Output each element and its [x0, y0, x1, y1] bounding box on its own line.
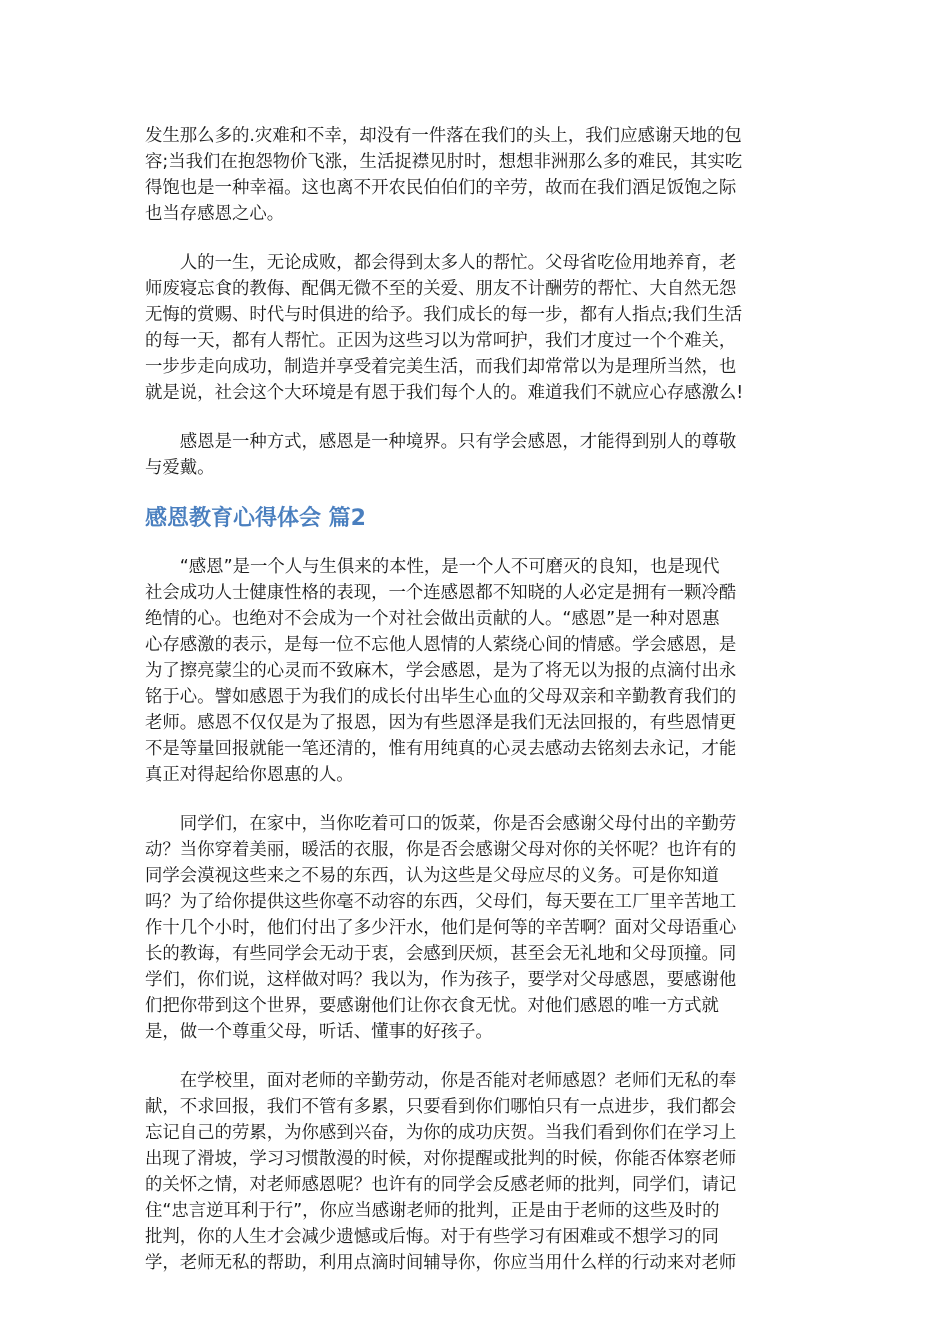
paragraph	[145, 123, 805, 227]
text-line: 学，老师无私的帮助，利用点滴时间辅导你，你应当用什么样的行动来对老师	[145, 1253, 737, 1273]
text-line: 同学会漠视这些来之不易的东西，认为这些是父母应尽的义务。可是你知道	[145, 866, 719, 886]
text-line: 发生那么多的.灾难和不幸，却没有一件落在我们的头上，我们应感谢天地的包	[145, 126, 742, 146]
text-line: 献，不求回报，我们不管有多累，只要看到你们哪怕只有一点进步，我们都会	[145, 1097, 737, 1117]
text-line: 师废寝忘食的教侮、配偶无微不至的关爱、朋友不计酬劳的帮忙、大自然无怨	[145, 279, 737, 299]
text-line: 出现了滑坡，学习习惯散漫的时候，对你提醒或批判的时候，你能否体察老师	[145, 1149, 737, 1169]
text-line: 们把你带到这个世界，要感谢他们让你衣食无忧。对他们感恩的唯一方式就	[145, 996, 719, 1016]
paragraph	[145, 1068, 805, 1276]
text-line: 人的一生，无论成败，都会得到太多人的帮忙。父母省吃俭用地养育，老	[145, 253, 737, 273]
text-line: 学们，你们说，这样做对吗？我以为，作为孩子，要学对父母感恩，要感谢他	[145, 970, 737, 990]
text-line: 就是说，社会这个大环境是有恩于我们每个人的。难道我们不就应心存感激么!	[145, 383, 744, 403]
text-line: 是，做一个尊重父母，听话、懂事的好孩子。	[145, 1022, 493, 1042]
document-page	[145, 123, 805, 1299]
text-line: 社会成功人士健康性格的表现，一个连感恩都不知晓的人必定是拥有一颗冷酷	[145, 583, 737, 603]
text-line: 为了擦亮蒙尘的心灵而不致麻木，学会感恩，是为了将无以为报的点滴付出永	[145, 661, 737, 681]
text-line: 绝情的心。也绝对不会成为一个对社会做出贡献的人。“感恩”是一种对恩惠	[145, 609, 720, 629]
section-2	[145, 554, 805, 1276]
text-line: 同学们，在家中，当你吃着可口的饭菜，你是否会感谢父母付出的辛勤劳	[145, 814, 737, 834]
section-heading: 感恩教育心得体会 篇2	[145, 506, 366, 531]
text-line: 在学校里，面对老师的辛勤劳动，你是否能对老师感恩？老师们无私的奉	[145, 1071, 737, 1091]
text-line: “感恩”是一个人与生俱来的本性，是一个人不可磨灭的良知，也是现代	[145, 557, 720, 577]
text-line: 容;当我们在抱怨物价飞涨，生活捉襟见肘时，想想非洲那么多的难民，其实吃	[145, 152, 743, 172]
text-line: 动？当你穿着美丽，暖活的衣服，你是否会感谢父母对你的关怀呢？也许有的	[145, 840, 737, 860]
text-line: 住“忠言逆耳利于行”，你应当感谢老师的批判，正是由于老师的这些及时的	[145, 1201, 720, 1221]
text-line: 得饱也是一种幸福。这也离不开农民伯伯们的辛劳，故而在我们酒足饭饱之际	[145, 178, 737, 198]
paragraph	[145, 811, 805, 1045]
text-line: 长的教诲，有些同学会无动于衷，会感到厌烦，甚至会无礼地和父母顶撞。同	[145, 944, 737, 964]
text-line: 批判，你的人生才会减少遗憾或后悔。对于有些学习有困难或不想学习的同	[145, 1227, 719, 1247]
paragraph	[145, 250, 805, 406]
text-line: 铭于心。譬如感恩于为我们的成长付出毕生心血的父母双亲和辛勤教育我们的	[145, 687, 737, 707]
text-line: 不是等量回报就能一笔还清的，惟有用纯真的心灵去感动去铭刻去永记，才能	[145, 739, 737, 759]
text-line: 一步步走向成功，制造并享受着完美生活，而我们却常常以为是理所当然，也	[145, 357, 737, 377]
text-line: 老师。感恩不仅仅是为了报恩，因为有些恩泽是我们无法回报的，有些恩情更	[145, 713, 737, 733]
text-line: 的关怀之情，对老师感恩呢？也许有的同学会反感老师的批判，同学们，请记	[145, 1175, 737, 1195]
section-1	[145, 123, 805, 481]
text-line: 感恩是一种方式，感恩是一种境界。只有学会感恩，才能得到别人的尊敬	[145, 432, 737, 452]
text-line: 真正对得起给你恩惠的人。	[145, 765, 354, 785]
text-line: 心存感激的表示，是每一位不忘他人恩情的人萦绕心间的情感。学会感恩，是	[145, 635, 737, 655]
text-line: 与爱戴。	[145, 458, 215, 478]
text-line: 作十几个小时，他们付出了多少汗水，他们是何等的辛苦啊？面对父母语重心	[145, 918, 737, 938]
text-line: 也当存感恩之心。	[145, 204, 285, 224]
paragraph	[145, 554, 805, 788]
text-line: 吗？为了给你提供这些你毫不动容的东西，父母们，每天要在工厂里辛苦地工	[145, 892, 737, 912]
text-line: 无悔的赏赐、时代与时俱进的给予。我们成长的每一步，都有人指点;我们生活	[145, 305, 743, 325]
text-line: 的每一天，都有人帮忙。正因为这些习以为常呵护，我们才度过一个个难关，	[145, 331, 737, 351]
paragraph	[145, 429, 805, 481]
text-line: 忘记自己的劳累，为你感到兴奋，为你的成功庆贺。当我们看到你们在学习上	[145, 1123, 737, 1143]
